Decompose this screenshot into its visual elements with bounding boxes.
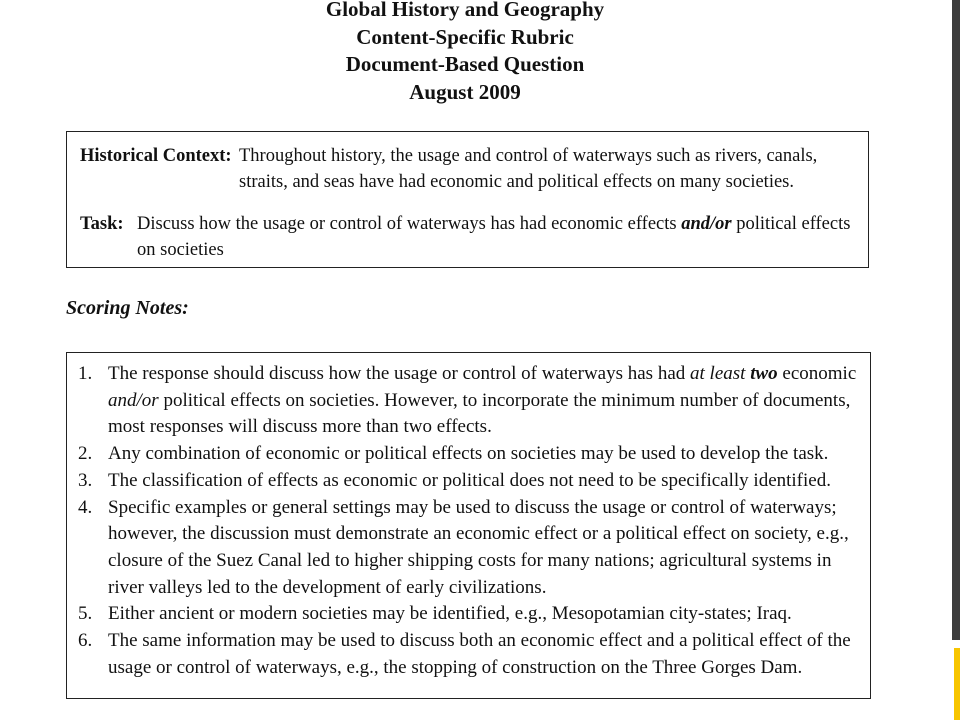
note-strong-emphasis: two [750, 363, 778, 384]
title-line-subject: Global History and Geography [325, 0, 605, 21]
note-emphasis: and/or [108, 389, 159, 411]
note-number: 5. [78, 603, 93, 625]
scoring-note [67, 361, 870, 441]
task-emphasis: and/or [681, 214, 732, 234]
note-number: 4. [78, 496, 93, 518]
note-text-part: political effects on societies. However, to incorporate the minimum number of documents, most responses will discuss more than two effects. [108, 389, 851, 438]
note-number: 3. [78, 469, 93, 491]
note-text: Specific examples or general settings may be used to discuss the usage or control of waterways; however, the discussion must demonstrate an economic effect or a political effect on society, e.g., closure of the Suez Canal led to higher shipping costs for many nations; agricultural systems in river valleys led to the development of early civilizations. [108, 496, 849, 598]
task-text-part: political effects on societies [137, 214, 851, 260]
scoring-note [67, 601, 870, 628]
scoring-note [67, 441, 870, 468]
title-line-date: August 2009 [409, 79, 521, 104]
note-emphasis: at least [690, 363, 746, 384]
scoring-notes-box [66, 352, 871, 699]
task-text [137, 211, 862, 263]
note-text: The same information may be used to discuss both an economic effect and a political effect of the usage or control of waterways, e.g., the stopping of construction on the Three Gorges Dam. [108, 630, 851, 678]
task-label: Task: [80, 214, 124, 234]
note-text: Either ancient or modern societies may be identified, e.g., Mesopotamian city-states; Iraq. [108, 603, 792, 625]
scoring-notes-list [67, 353, 870, 681]
context-box [66, 131, 869, 268]
historical-context-label: Historical Context: [80, 146, 232, 166]
scoring-note [67, 495, 870, 602]
note-number: 2. [78, 443, 93, 465]
scoring-note [67, 628, 870, 681]
scoring-notes-heading: Scoring Notes: [66, 297, 189, 319]
note-text: The classification of effects as economic or political does not need to be specifically identified. [108, 469, 831, 491]
note-number: 6. [78, 630, 93, 652]
title-line-question-type: Document-Based Question [345, 52, 585, 76]
historical-context-text: Throughout history, the usage and control of waterways such as rivers, canals, straits, and seas have had economic and political effects on many societies. [239, 146, 818, 192]
slide-edge-bar [952, 0, 960, 640]
title-line-rubric: Content-Specific Rubric [356, 24, 574, 49]
task-text-part: Discuss how the usage or control of waterways has had economic effects [137, 214, 682, 234]
note-text: Any combination of economic or political effects on societies may be used to develop the task. [108, 443, 829, 465]
note-text-part: economic [777, 363, 857, 384]
slide-accent-bar [954, 648, 960, 720]
note-text-part: The response should discuss how the usage or control of waterways has had [108, 363, 691, 384]
document-title [260, 0, 670, 106]
note-number: 1. [78, 363, 93, 384]
scoring-note [67, 468, 870, 495]
